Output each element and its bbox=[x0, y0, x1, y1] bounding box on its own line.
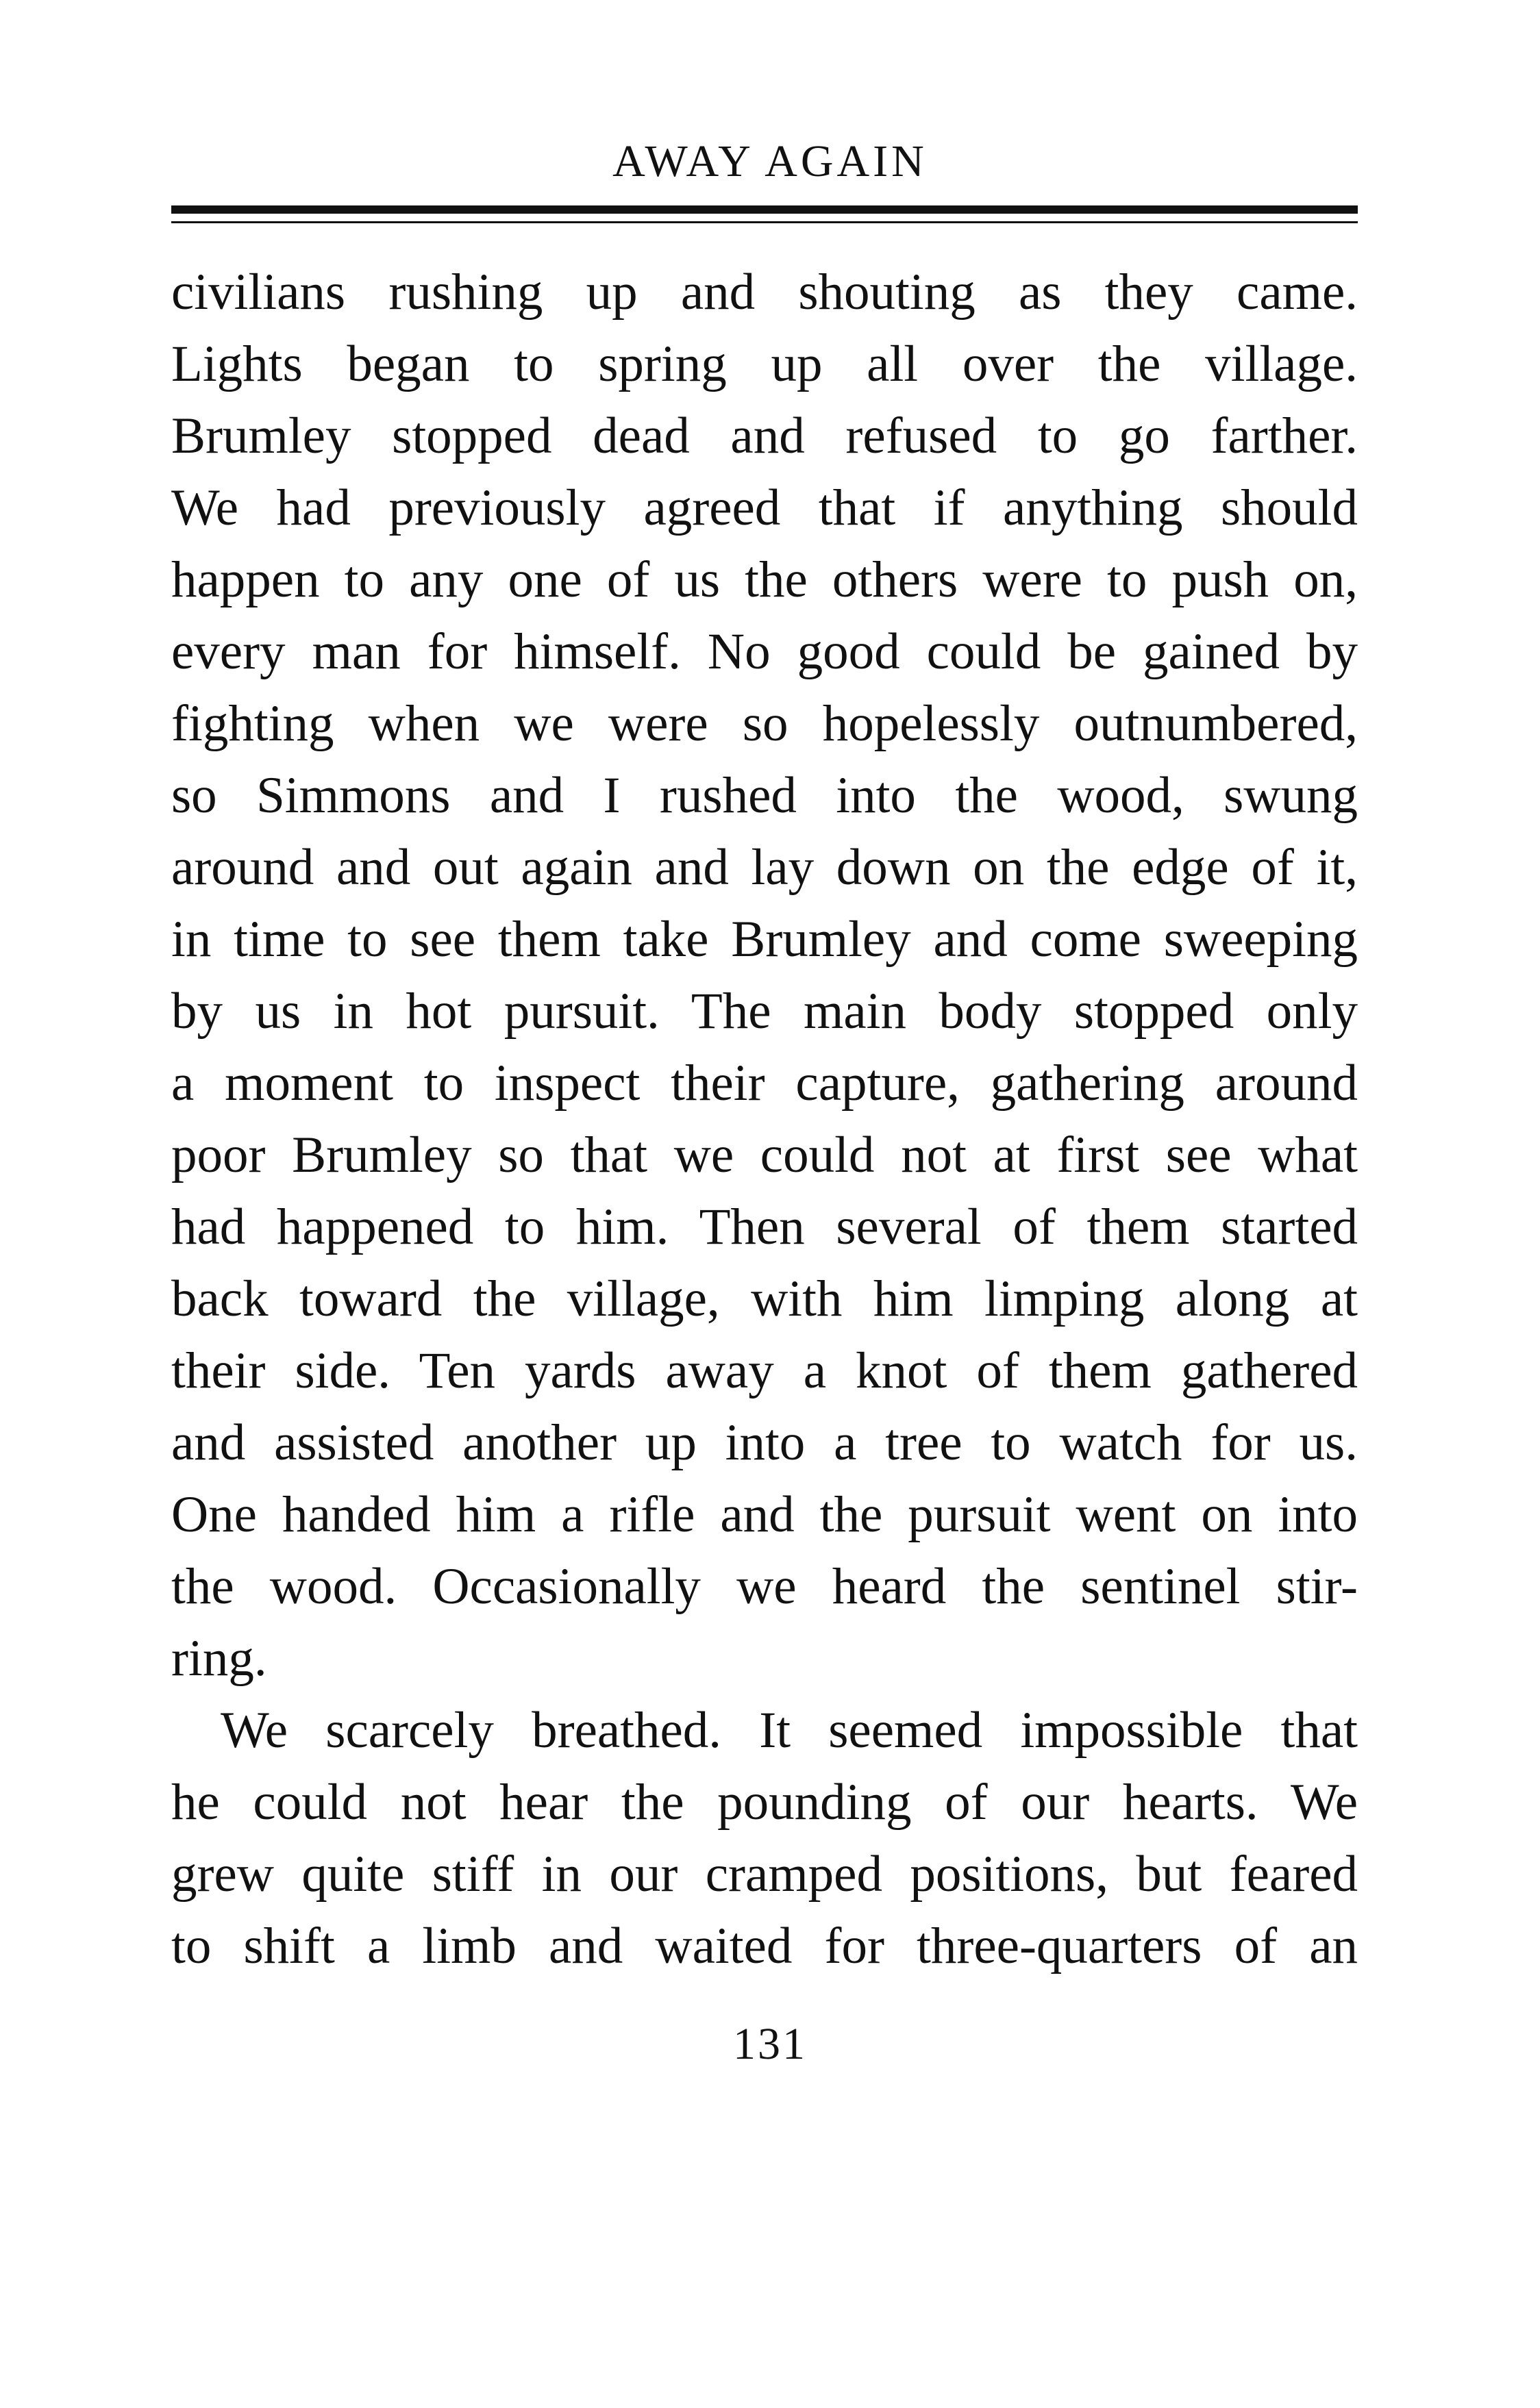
text-line: One handed him a rifle and the pursuit went on into bbox=[171, 1486, 1358, 1543]
body-text bbox=[171, 256, 1358, 1982]
text-line: We had previously agreed that if anything should bbox=[171, 479, 1358, 536]
text-line: ring. bbox=[171, 1630, 267, 1687]
text-line: grew quite stiff in our cramped positions, but feared bbox=[171, 1846, 1358, 1903]
header-rule-thick bbox=[171, 205, 1358, 214]
text-line: their side. Ten yards away a knot of them gathered bbox=[171, 1342, 1358, 1399]
text-line: in time to see them take Brumley and come sweeping bbox=[171, 911, 1358, 968]
text-line: a moment to inspect their capture, gathering around bbox=[171, 1055, 1358, 1112]
text-line: Brumley stopped dead and refused to go farther. bbox=[171, 407, 1358, 464]
text-line: to shift a limb and waited for three-quarters of an bbox=[171, 1918, 1358, 1974]
text-line: and assisted another up into a tree to watch for us. bbox=[171, 1414, 1358, 1471]
text-line: by us in hot pursuit. The main body stopped only bbox=[171, 983, 1358, 1040]
text-line: back toward the village, with him limping along at bbox=[171, 1270, 1358, 1327]
text-line: the wood. Occasionally we heard the sentinel stir- bbox=[171, 1558, 1358, 1615]
text-line: civilians rushing up and shouting as they came. bbox=[171, 264, 1358, 321]
text-line: Lights began to spring up all over the village. bbox=[171, 336, 1358, 392]
page-number: 131 bbox=[733, 2019, 807, 2069]
text-line: so Simmons and I rushed into the wood, swung bbox=[171, 767, 1358, 824]
text-line: had happened to him. Then several of them started bbox=[171, 1199, 1358, 1255]
text-line: fighting when we were so hopelessly outnumbered, bbox=[171, 695, 1358, 752]
text-line: every man for himself. No good could be gained by bbox=[171, 623, 1358, 680]
text-line: happen to any one of us the others were to push on, bbox=[171, 551, 1358, 608]
running-head: AWAY AGAIN bbox=[612, 136, 928, 186]
header-rule-thin bbox=[171, 221, 1358, 223]
text-line: poor Brumley so that we could not at first see what bbox=[171, 1127, 1358, 1183]
text-line: around and out again and lay down on the edge of it, bbox=[171, 839, 1358, 896]
text-line: he could not hear the pounding of our hearts. We bbox=[171, 1774, 1358, 1831]
text-line: We scarcely breathed. It seemed impossible that bbox=[221, 1702, 1358, 1759]
